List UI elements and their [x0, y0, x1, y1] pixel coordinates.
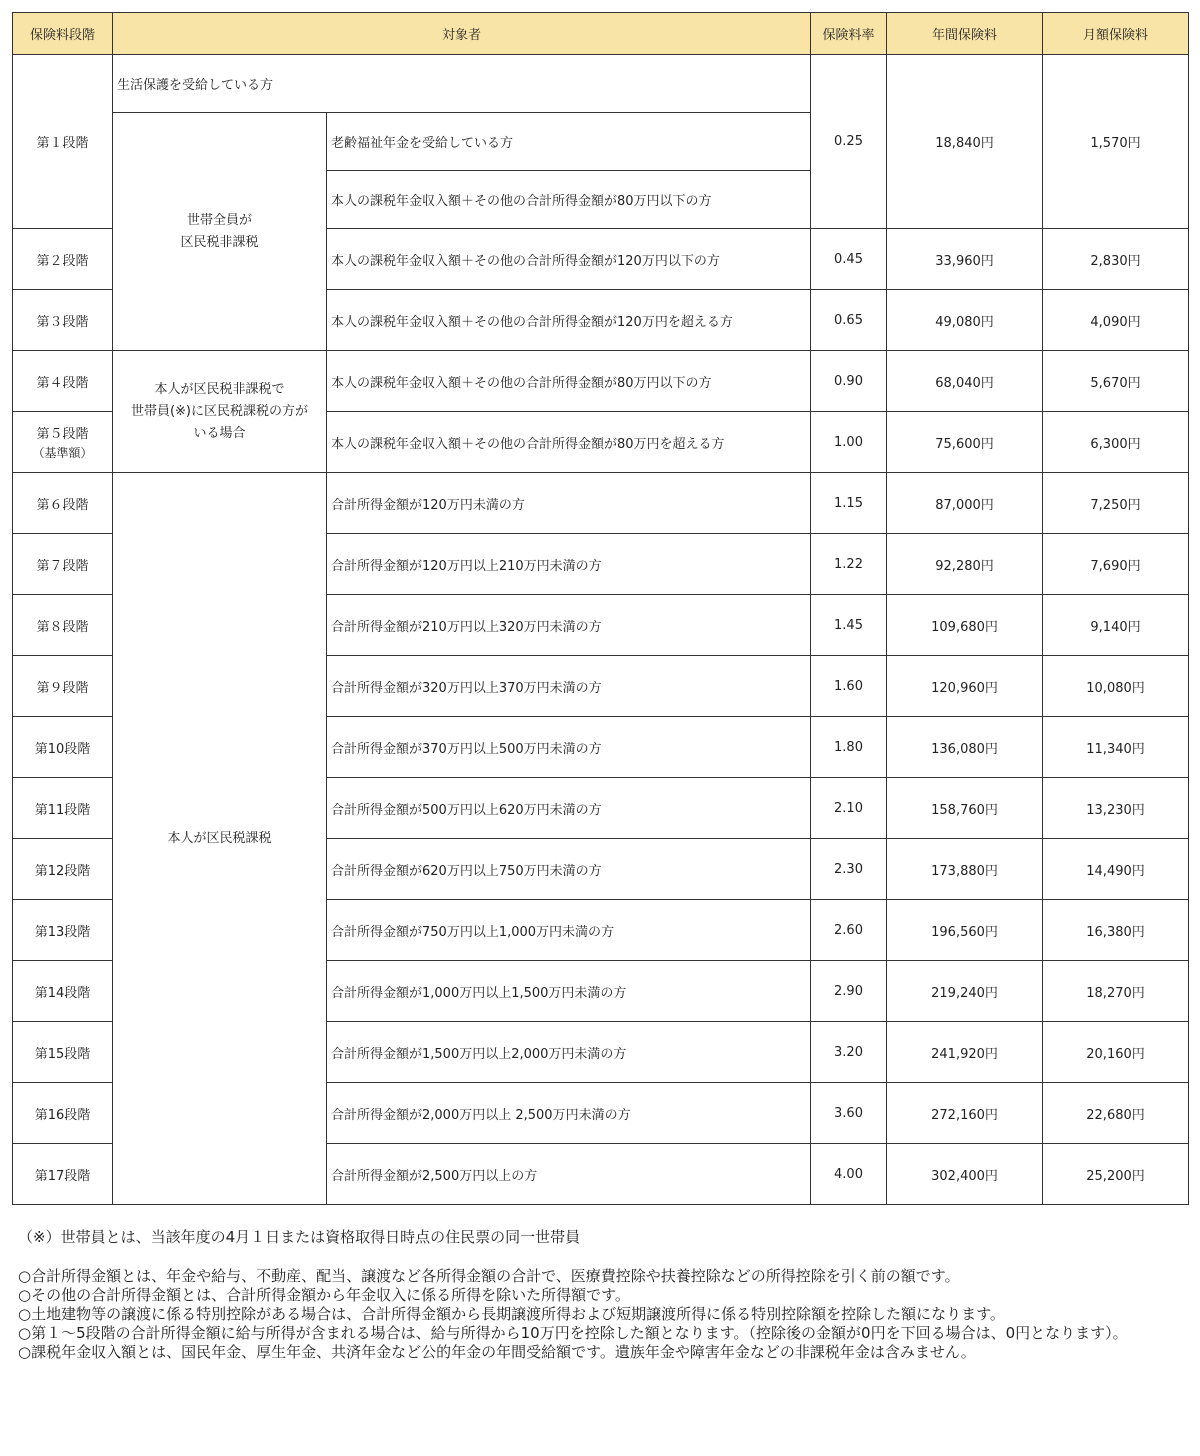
monthly-cell: 9,140円	[1043, 595, 1189, 656]
monthly-cell: 7,690円	[1043, 534, 1189, 595]
premium-table	[12, 12, 1189, 1205]
group-line: 本人が区民税非課税で	[154, 381, 285, 397]
monthly-cell: 1,570円	[1043, 55, 1189, 229]
monthly-cell: 2,830円	[1043, 229, 1189, 290]
target-cell: 本人の課税年金収入額＋その他の合計所得金額が80万円を超える方	[327, 412, 811, 473]
stage-cell: 第４段階	[13, 351, 113, 412]
stage-sub-label: （基準額）	[32, 446, 93, 460]
group-line: 区民税非課税	[180, 234, 259, 250]
rate-cell: 1.80	[811, 717, 887, 778]
monthly-cell: 25,200円	[1043, 1144, 1189, 1205]
target-cell: 合計所得金額が120万円以上210万円未満の方	[327, 534, 811, 595]
stage-cell: 第６段階	[13, 473, 113, 534]
target-cell: 合計所得金額が370万円以上500万円未満の方	[327, 717, 811, 778]
rate-cell: 2.90	[811, 961, 887, 1022]
monthly-cell: 18,270円	[1043, 961, 1189, 1022]
annual-cell: 18,840円	[887, 55, 1043, 229]
stage-cell: 第13段階	[13, 900, 113, 961]
stage-cell: 第11段階	[13, 778, 113, 839]
monthly-cell: 6,300円	[1043, 412, 1189, 473]
stage-label: 第５段階	[36, 427, 89, 442]
monthly-cell: 10,080円	[1043, 656, 1189, 717]
rate-cell: 1.60	[811, 656, 887, 717]
stage-cell	[13, 412, 113, 473]
annual-cell: 173,880円	[887, 839, 1043, 900]
target-cell: 合計所得金額が210万円以上320万円未満の方	[327, 595, 811, 656]
target-cell: 合計所得金額が2,500万円以上の方	[327, 1144, 811, 1205]
monthly-cell: 13,230円	[1043, 778, 1189, 839]
rate-cell: 2.10	[811, 778, 887, 839]
rate-cell: 2.30	[811, 839, 887, 900]
target-cell: 合計所得金額が320万円以上370万円未満の方	[327, 656, 811, 717]
target-cell: 合計所得金額が2,000万円以上 2,500万円未満の方	[327, 1083, 811, 1144]
header-annual: 年間保険料	[887, 13, 1043, 55]
monthly-cell: 11,340円	[1043, 717, 1189, 778]
annual-cell: 241,920円	[887, 1022, 1043, 1083]
annual-cell: 272,160円	[887, 1083, 1043, 1144]
annual-cell: 75,600円	[887, 412, 1043, 473]
group-self-tax: 本人が区民税課税	[113, 473, 327, 1205]
annual-cell: 33,960円	[887, 229, 1043, 290]
annual-cell: 49,080円	[887, 290, 1043, 351]
note-item: ○第１～5段階の合計所得金額に給与所得が含まれる場合は、給与所得から10万円を控除した額となります。（控除後の金額が0円を下回る場合は、0円となります）。	[18, 1324, 1128, 1342]
rate-cell: 1.15	[811, 473, 887, 534]
monthly-cell: 7,250円	[1043, 473, 1189, 534]
annual-cell: 120,960円	[887, 656, 1043, 717]
target-cell: 老齢福祉年金を受給している方	[327, 113, 811, 171]
stage-cell: 第14段階	[13, 961, 113, 1022]
rate-cell: 3.20	[811, 1022, 887, 1083]
annual-cell: 68,040円	[887, 351, 1043, 412]
rate-cell: 1.22	[811, 534, 887, 595]
header-target: 対象者	[113, 13, 811, 55]
monthly-cell: 4,090円	[1043, 290, 1189, 351]
header-stage: 保険料段階	[13, 13, 113, 55]
stage-cell: 第12段階	[13, 839, 113, 900]
group-line: 世帯員(※)に区民税課税の方が	[130, 403, 309, 419]
target-cell: 本人の課税年金収入額＋その他の合計所得金額が120万円を超える方	[327, 290, 811, 351]
notes-section	[18, 1228, 1178, 1362]
table-row	[13, 351, 1189, 412]
note-item: ○合計所得金額とは、年金や給与、不動産、配当、譲渡など各所得金額の合計で、医療費控除や扶養控除などの所得控除を引く前の額です。	[18, 1267, 960, 1285]
target-cell: 本人の課税年金収入額＋その他の合計所得金額が80万円以下の方	[327, 351, 811, 412]
note-item: ○その他の合計所得金額とは、合計所得金額から年金収入に係る所得を除いた所得額です。	[18, 1286, 630, 1304]
stage-cell: 第15段階	[13, 1022, 113, 1083]
rate-cell: 2.60	[811, 900, 887, 961]
stage-cell: 第10段階	[13, 717, 113, 778]
rate-cell: 3.60	[811, 1083, 887, 1144]
header-rate: 保険料率	[811, 13, 887, 55]
rate-cell: 0.45	[811, 229, 887, 290]
target-cell: 合計所得金額が500万円以上620万円未満の方	[327, 778, 811, 839]
target-cell: 合計所得金額が1,500万円以上2,000万円未満の方	[327, 1022, 811, 1083]
target-cell: 合計所得金額が750万円以上1,000万円未満の方	[327, 900, 811, 961]
stage-cell: 第３段階	[13, 290, 113, 351]
rate-cell: 1.00	[811, 412, 887, 473]
annual-cell: 196,560円	[887, 900, 1043, 961]
target-cell: 合計所得金額が120万円未満の方	[327, 473, 811, 534]
note-item: ○土地建物等の譲渡に係る特別控除がある場合は、合計所得金額から長期譲渡所得および短期譲渡所得に係る特別控除額を控除した額になります。	[18, 1305, 1005, 1323]
group-line: いる場合	[193, 425, 246, 441]
annual-cell: 219,240円	[887, 961, 1043, 1022]
annual-cell: 92,280円	[887, 534, 1043, 595]
stage-cell: 第１段階	[13, 55, 113, 229]
note-item: ○課税年金収入額とは、国民年金、厚生年金、共済年金など公的年金の年間受給額です。遺族年金や障害年金などの非課税年金は含みません。	[18, 1343, 976, 1361]
group-line: 世帯全員が	[186, 212, 252, 228]
annual-cell: 158,760円	[887, 778, 1043, 839]
target-cell: 本人の課税年金収入額＋その他の合計所得金額が120万円以下の方	[327, 229, 811, 290]
stage-cell: 第17段階	[13, 1144, 113, 1205]
annual-cell: 136,080円	[887, 717, 1043, 778]
rate-cell: 0.25	[811, 55, 887, 229]
header-row	[13, 13, 1189, 55]
rate-cell: 4.00	[811, 1144, 887, 1205]
table-row	[13, 55, 1189, 113]
stage-cell: 第９段階	[13, 656, 113, 717]
annual-cell: 109,680円	[887, 595, 1043, 656]
monthly-cell: 5,670円	[1043, 351, 1189, 412]
stage-cell: 第２段階	[13, 229, 113, 290]
target-cell: 本人の課税年金収入額＋その他の合計所得金額が80万円以下の方	[327, 171, 811, 229]
target-cell: 合計所得金額が1,000万円以上1,500万円未満の方	[327, 961, 811, 1022]
monthly-cell: 16,380円	[1043, 900, 1189, 961]
rate-cell: 0.65	[811, 290, 887, 351]
monthly-cell: 22,680円	[1043, 1083, 1189, 1144]
target-cell: 生活保護を受給している方	[113, 55, 811, 113]
stage-cell: 第16段階	[13, 1083, 113, 1144]
rate-cell: 0.90	[811, 351, 887, 412]
annual-cell: 302,400円	[887, 1144, 1043, 1205]
group-all-nontax	[113, 113, 327, 351]
monthly-cell: 14,490円	[1043, 839, 1189, 900]
stage-cell: 第７段階	[13, 534, 113, 595]
target-cell: 合計所得金額が620万円以上750万円未満の方	[327, 839, 811, 900]
rate-cell: 1.45	[811, 595, 887, 656]
note-definition: （※）世帯員とは、当該年度の4月１日または資格取得日時点の住民票の同一世帯員	[18, 1228, 581, 1246]
table-row	[13, 473, 1189, 534]
group-self-nontax	[113, 351, 327, 473]
header-monthly: 月額保険料	[1043, 13, 1189, 55]
annual-cell: 87,000円	[887, 473, 1043, 534]
stage-cell: 第８段階	[13, 595, 113, 656]
monthly-cell: 20,160円	[1043, 1022, 1189, 1083]
